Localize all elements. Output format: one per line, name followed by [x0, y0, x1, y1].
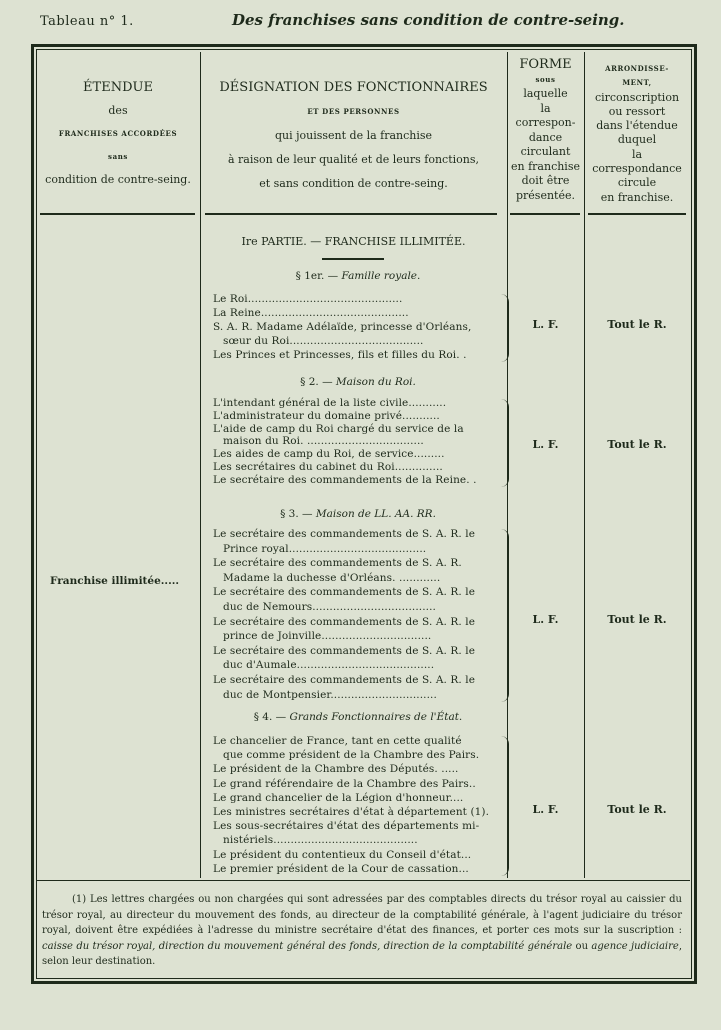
section-number: § 1er. —: [295, 270, 339, 282]
header-col-forme: [507, 58, 584, 203]
part-rule: [322, 258, 384, 260]
header-text: qui jouissent de la franchise: [274, 129, 433, 142]
entry-line: L'administrateur du domaine privé...........: [213, 409, 440, 422]
ressort-value: Tout le R.: [607, 613, 667, 626]
entry-line: Le grand chancelier de la Légion d'honneur....: [213, 791, 464, 804]
footnote: [42, 892, 682, 970]
footnote-text: , selon leur destination.: [42, 940, 683, 967]
header-text: des: [108, 104, 128, 117]
entry-line: Le grand référendaire de la Chambre des Pairs..: [213, 777, 476, 790]
entry-line: duc d'Aumale........................................: [223, 659, 435, 672]
header-rule: [40, 213, 195, 215]
header-text: et sans condition de contre-seing.: [259, 177, 448, 190]
entry-line: L'intendant général de la liste civile...........: [213, 397, 447, 409]
footnote-text: (1) Les lettres chargées ou non chargées qui sont adressées par des comptables directs du trésor royal au caissier du trésor royal, au directeur du mouvement des fonds, au directeur de la comptabilité générale, à l'agent judiciaire du trésor royal, doivent être expédiées à l'adresse du ministre secrétaire d'état des finances, et porter ces mots sur la suscription :: [42, 894, 682, 936]
part-title: Ire PARTIE. — FRANCHISE ILLIMITÉE.: [241, 235, 466, 248]
entry-line: duc de Nemours....................................: [223, 600, 436, 613]
header-text: laquelle: [523, 87, 568, 100]
section-number: § 2. —: [300, 376, 333, 388]
header-text: correspondance: [592, 162, 682, 176]
section-entries: [213, 527, 503, 702]
header-text: ARRONDISSE-: [605, 64, 669, 73]
header-text: ÉTENDUE: [83, 80, 153, 95]
entry-line: Le secrétaire des commandements de S. A. R. le: [213, 615, 476, 628]
header-rule: [510, 213, 580, 215]
header-text: sans: [108, 152, 128, 161]
section-entries: [213, 397, 503, 487]
entry-line: Les ministres secrétaires d'état à département (1).: [213, 806, 490, 819]
header-text: la: [631, 147, 643, 161]
header-col-arrondissement: [584, 62, 690, 205]
section-entries: [213, 292, 503, 362]
footnote-rule: [36, 880, 690, 881]
section-number: § 3. —: [280, 508, 313, 520]
entry-line: Les secrétaires du cabinet du Roi..............: [213, 460, 443, 473]
entry-line: Le secrétaire des commandements de S. A. R. le: [213, 528, 476, 540]
header-text: condition de contre-seing.: [45, 173, 191, 186]
entry-line: Le président de la Chambre des Députés. .....: [213, 763, 459, 776]
entry-line: S. A. R. Madame Adélaïde, princesse d'Orléans,: [213, 321, 472, 333]
entry-line: duc de Montpensier...............................: [223, 688, 437, 701]
section-number: § 4. —: [253, 711, 287, 723]
header-text: présentée.: [516, 188, 575, 202]
footnote-italic: agence judiciaire: [591, 940, 679, 952]
entry-line: L'aide de camp du Roi chargé du service de la: [213, 422, 464, 435]
section-name: Maison du Roi.: [335, 376, 416, 388]
entry-line: Prince royal........................................: [223, 542, 427, 555]
entry-line: Madame la duchesse d'Orléans. ............: [223, 571, 441, 584]
entry-line: Le secrétaire des commandements de S. A. R.: [213, 557, 462, 570]
entry-line: Le Roi.............................................: [213, 293, 403, 305]
entry-line: Le secrétaire des commandements de S. A. R. le: [213, 644, 476, 657]
header-text: doit être: [521, 174, 570, 187]
header-text: en franchise.: [600, 190, 674, 204]
header-text: MENT,: [622, 78, 652, 88]
header-text: dans l'étendue: [596, 119, 678, 133]
entry-line: nistériels..........................................: [223, 834, 418, 847]
section-heading: [213, 270, 503, 282]
section-name: Maison de LL. AA. RR.: [315, 508, 436, 520]
header-text: sous: [535, 74, 556, 84]
entry-line: Le secrétaire des commandements de la Reine. .: [213, 473, 477, 486]
forme-value: L. F.: [532, 613, 559, 626]
entry-line: que comme président de la Chambre des Pairs.: [223, 749, 480, 762]
entry-line: maison du Roi. ..................................: [223, 435, 424, 448]
header-text: ET DES PERSONNES: [307, 107, 400, 116]
entry-line: La Reine...........................................: [213, 307, 409, 319]
forme-value: L. F.: [532, 318, 559, 331]
header-text: FORME: [519, 57, 572, 72]
entry-line: Le secrétaire des commandements de S. A. R. le: [213, 586, 476, 599]
section-name: Famille royale.: [341, 270, 421, 282]
header-text: FRANCHISES ACCORDÉES: [58, 129, 178, 138]
ressort-value: Tout le R.: [607, 803, 667, 816]
entry-line: Le secrétaire des commandements de S. A. R. le: [213, 673, 476, 686]
header-text: la: [540, 101, 551, 115]
entry-line: Les aides de camp du Roi, de service.........: [213, 448, 445, 461]
footnote-italic: caisse du trésor royal, direction du mouvement général des fonds, direction de la comptabilité générale: [42, 940, 573, 952]
header-text: dance: [528, 130, 563, 144]
section-heading: [213, 508, 503, 520]
left-label: Franchise illimitée.....: [50, 575, 180, 587]
header-text: circulant: [520, 145, 571, 158]
entry-line: Les sous-secrétaires d'état des départements mi-: [213, 820, 480, 833]
section-heading: [213, 711, 503, 723]
header-text: circule: [617, 176, 657, 190]
section-heading: [213, 376, 503, 388]
header-rule: [205, 213, 497, 215]
header-rule: [588, 213, 686, 215]
ressort-value: Tout le R.: [607, 438, 667, 451]
ressort-value: Tout le R.: [607, 318, 667, 331]
header-text: duquel: [617, 133, 657, 147]
entry-line: sœur du Roi.......................................: [223, 335, 424, 347]
section-name: Grands Fonctionnaires de l'État.: [289, 711, 463, 723]
footnote-text: ou: [572, 940, 592, 952]
section-entries: [213, 734, 503, 876]
entry-line: Les Princes et Princesses, fils et filles du Roi. .: [213, 349, 467, 361]
header-col-designation: [200, 76, 507, 196]
entry-line: prince de Joinville................................: [223, 630, 432, 643]
entry-line: Le président du contentieux du Conseil d'état...: [213, 848, 472, 861]
forme-value: L. F.: [532, 803, 559, 816]
page-title: Des franchises sans condition de contre-seing.: [232, 11, 625, 29]
entry-line: Le chancelier de France, tant en cette qualité: [213, 735, 462, 747]
header-text: ou ressort: [608, 104, 666, 118]
forme-value: L. F.: [532, 438, 559, 451]
header-text: en franchise: [511, 159, 580, 173]
table-number: Tableau n° 1.: [40, 14, 134, 29]
header-text: correspon-: [515, 116, 576, 129]
header-text: circonscription: [594, 90, 680, 104]
header-text: à raison de leur qualité et de leurs fonctions,: [227, 153, 479, 166]
header-col-etendue: [36, 76, 200, 191]
entry-line: Le premier président de la Cour de cassation...: [213, 862, 469, 875]
header-text: DÉSIGNATION DES FONCTIONNAIRES: [219, 80, 488, 95]
